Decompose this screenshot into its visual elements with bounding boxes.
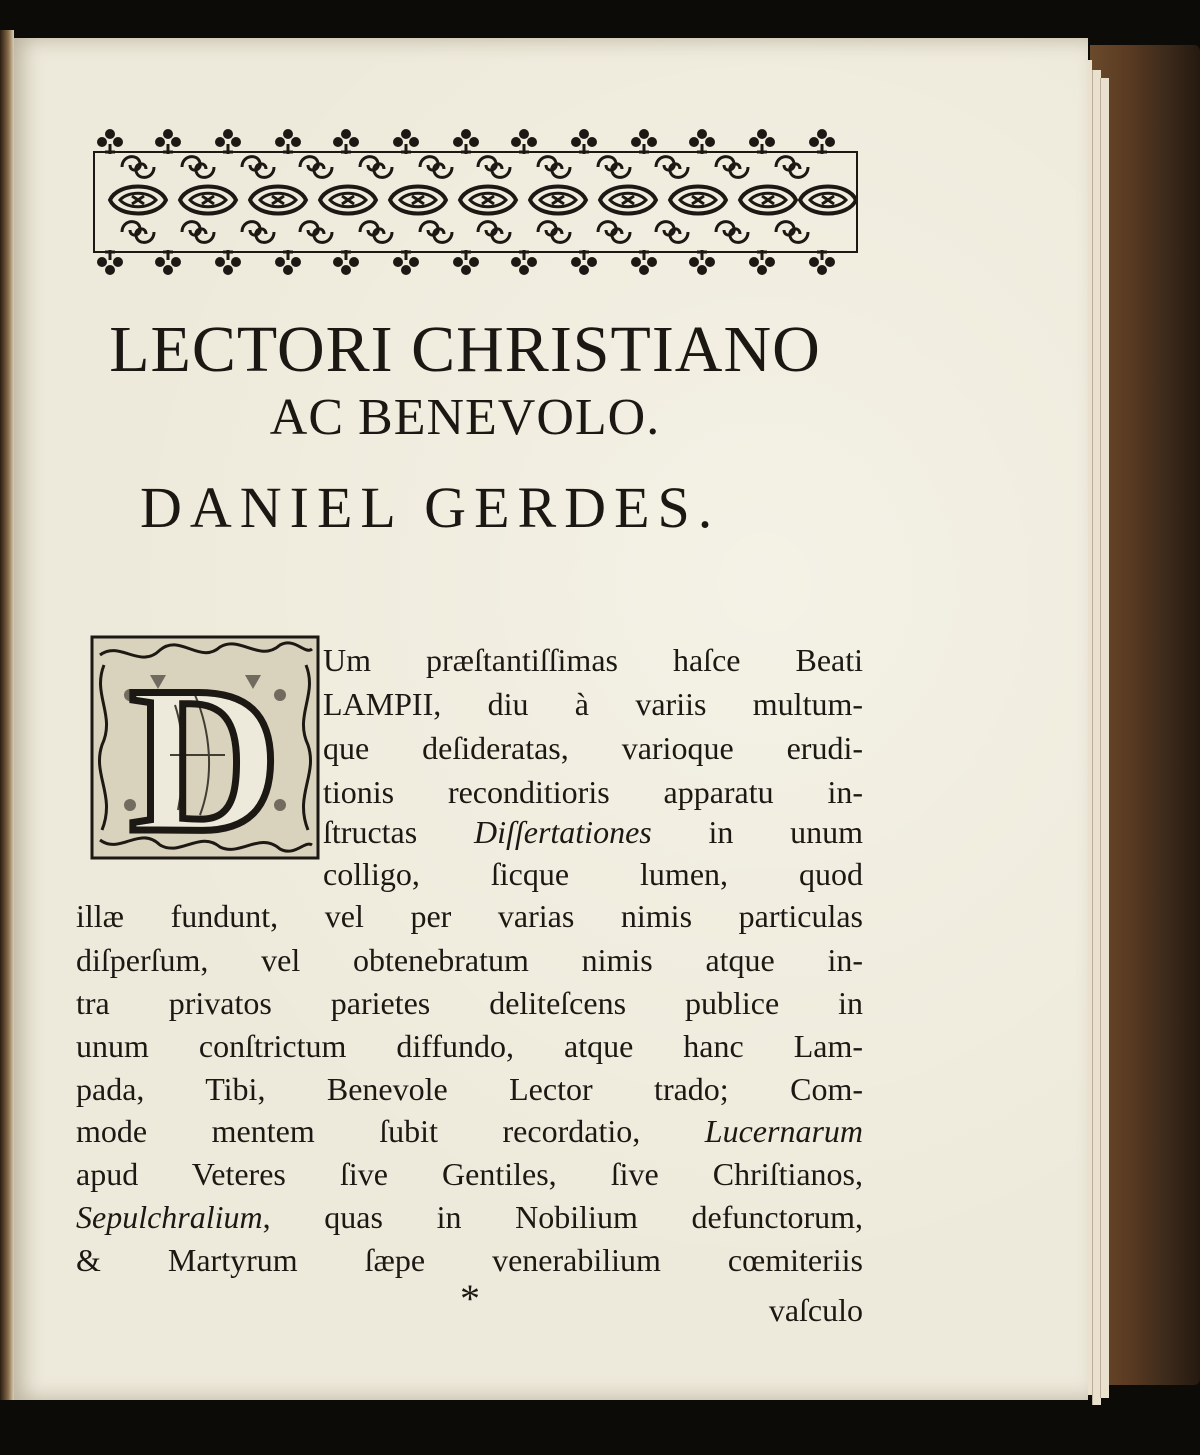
body-line-11: pada, Tibi, Benevole Lector trado; Com-: [76, 1071, 863, 1107]
ornamental-headpiece: [88, 122, 863, 282]
body-line-12: mode mentem ſubit recordatio, Lucernarum: [76, 1113, 863, 1149]
body-line-14: Sepulchralium, quas in Nobilium defunctorum,: [76, 1199, 863, 1235]
title-line-2: AC BENEVOLO.: [269, 389, 661, 446]
decorated-initial: [90, 635, 320, 860]
body-line-7: illæ fundunt, vel per varias nimis particulas: [76, 898, 863, 934]
body-line-4: tionis reconditioris apparatu in-: [323, 774, 863, 810]
body-line-9: tra privatos parietes deliteſcens publice in: [76, 985, 863, 1021]
fleuron-bottom-row: [97, 250, 835, 275]
body-line-6: colligo, ſicque lumen, quod: [323, 856, 863, 892]
signature-mark: *: [460, 1276, 480, 1321]
page-edges-back: [1100, 78, 1109, 1398]
title-line-1: LECTORI CHRISTIANO: [109, 313, 821, 386]
body-line-8: diſperſum, vel obtenebratum nimis atque in-: [76, 942, 863, 978]
body-line-5: ſtructas Diſſertationes in unum: [323, 814, 864, 850]
author-name: DANIEL GERDES.: [140, 475, 721, 540]
body-line-1: Um præſtantiſſimas haſce Beati: [323, 642, 863, 678]
body-line-3: que deſideratas, varioque erudi-: [323, 730, 863, 766]
body-line-2: LAMPII, diu à variis multum-: [323, 686, 863, 722]
body-line-13: apud Veteres ſive Gentiles, ſive Chriſtianos,: [76, 1156, 863, 1192]
body-line-15: & Martyrum ſæpe venerabilium cœmiteriis: [76, 1242, 863, 1278]
catchword: vaſculo: [768, 1292, 863, 1328]
body-line-10: unum conſtrictum diffundo, atque hanc Lam-: [76, 1028, 863, 1064]
fleuron-top-row: [97, 129, 835, 154]
initial-letter: D: [129, 644, 281, 860]
book-spine: [0, 30, 14, 1400]
